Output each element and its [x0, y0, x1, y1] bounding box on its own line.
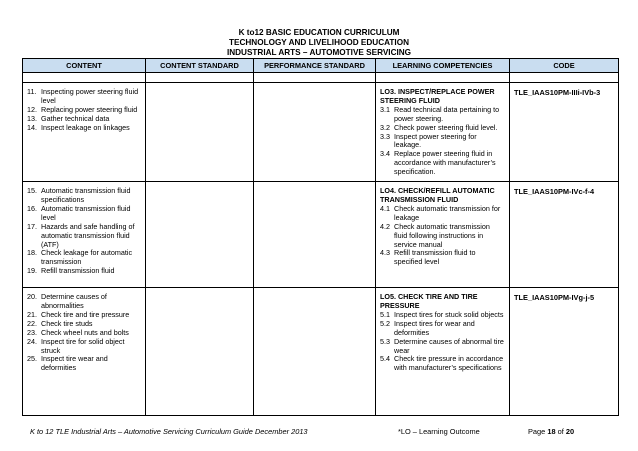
learning-outcome-title: LO5. CHECK TIRE AND TIRE PRESSURE [380, 292, 478, 310]
content-item: 25. Inspect tire wear and deformities [27, 354, 108, 373]
footer-lo-note: *LO – Learning Outcome [398, 427, 480, 436]
content-standard-cell [146, 182, 254, 288]
subject-title: TECHNOLOGY AND LIVELIHOOD EDUCATION [229, 38, 409, 47]
page-total: 20 [565, 427, 575, 436]
competency-item: 3.4 Replace power steering fluid in accordance with manufacturer’s specification. [380, 149, 496, 177]
table-row [23, 288, 619, 416]
content-item: 24. Inspect tire for solid object struck [27, 336, 125, 355]
content-item: 20. Determine causes of abnormalities [27, 292, 107, 310]
footer-guide-title: K to 12 TLE Industrial Arts – Automotive Servicing Curriculum Guide December 2013 [30, 427, 308, 436]
page-current: 18 [547, 427, 556, 436]
learning-competencies-cell [376, 288, 510, 416]
table-row [23, 182, 619, 288]
competency-item: 3.3 Inspect power steering for leakage. [380, 131, 477, 150]
content-item: 21. Check tire and tire pressure [27, 309, 130, 319]
table-row [23, 83, 619, 182]
competency-item: 4.1 Check automatic transmission for leakage [380, 203, 501, 222]
performance-standard-cell [254, 83, 376, 182]
performance-standard-cell [254, 182, 376, 288]
learning-competencies-cell [376, 83, 510, 182]
content-cell [23, 288, 146, 416]
page-of: of [557, 427, 564, 436]
content-item: 18. Check leakage for automatic transmission [27, 248, 133, 267]
col-header-content: CONTENT [23, 59, 146, 73]
content-item: 13. Gather technical data [27, 113, 110, 123]
competency-item: 3.2 Check power steering fluid level. [380, 122, 498, 132]
competency-item: 5.2 Inspect tires for wear and deformities [380, 318, 475, 337]
specialization-title: INDUSTRIAL ARTS – AUTOMOTIVE SERVICING [226, 48, 412, 57]
content-standard-cell [146, 83, 254, 182]
code-cell: TLE_IAAS10PM-IVg-j-5 [510, 288, 619, 416]
content-item: 16. Automatic transmission fluid level [27, 203, 131, 222]
footer-page-number [528, 427, 574, 436]
competency-item: 5.4 Check tire pressure in accordance with manufacturer’s specifications [380, 354, 504, 373]
competency-item: 4.2 Check automatic transmission fluid following instructions in service manual [380, 221, 490, 249]
col-header-performance-standard: PERFORMANCE STANDARD [254, 59, 376, 73]
content-item: 12. Replacing power steering fluid [27, 104, 138, 114]
content-item: 11. Inspecting power steering fluid level [27, 87, 139, 105]
spacer-row [23, 73, 619, 83]
competency-item: 5.1 Inspect tires for stuck solid objects [380, 309, 504, 319]
col-header-content-standard: CONTENT STANDARD [146, 59, 254, 73]
content-item: 19. Refill transmission fluid [27, 266, 115, 276]
learning-outcome-title: LO3. INSPECT/REPLACE POWER STEERING FLUID [380, 87, 495, 105]
learning-competencies-cell [376, 182, 510, 288]
content-item: 23. Check wheel nuts and bolts [27, 327, 129, 337]
table-header-row [23, 59, 619, 73]
content-item: 17. Hazards and safe handling of automatic transmission fluid (ATF) [27, 221, 135, 249]
content-item: 15. Automatic transmission fluid specifications [27, 186, 131, 204]
curriculum-title: K to12 BASIC EDUCATION CURRICULUM [238, 28, 400, 37]
competency-item: 4.3 Refill transmission fluid to specified level [380, 248, 476, 267]
code-cell: TLE_IAAS10PM-IIIi-IVb-3 [510, 83, 619, 182]
content-cell [23, 182, 146, 288]
col-header-learning-competencies: LEARNING COMPETENCIES [376, 59, 510, 73]
col-header-code: CODE [510, 59, 619, 73]
content-cell [23, 83, 146, 182]
code-cell: TLE_IAAS10PM-IVc-f-4 [510, 182, 619, 288]
performance-standard-cell [254, 288, 376, 416]
competency-item: 5.3 Determine causes of abnormal tire wear [380, 336, 504, 355]
content-standard-cell [146, 288, 254, 416]
learning-outcome-title: LO4. CHECK/REFILL AUTOMATIC TRANSMISSION FLUID [380, 186, 495, 204]
content-item: 14. Inspect leakage on linkages [27, 122, 130, 132]
curriculum-table [22, 58, 619, 416]
content-item: 22. Check tire studs [27, 318, 93, 328]
page-label: Page [528, 427, 546, 436]
competency-item: 3.1 Read technical data pertaining to power steering. [380, 104, 500, 123]
